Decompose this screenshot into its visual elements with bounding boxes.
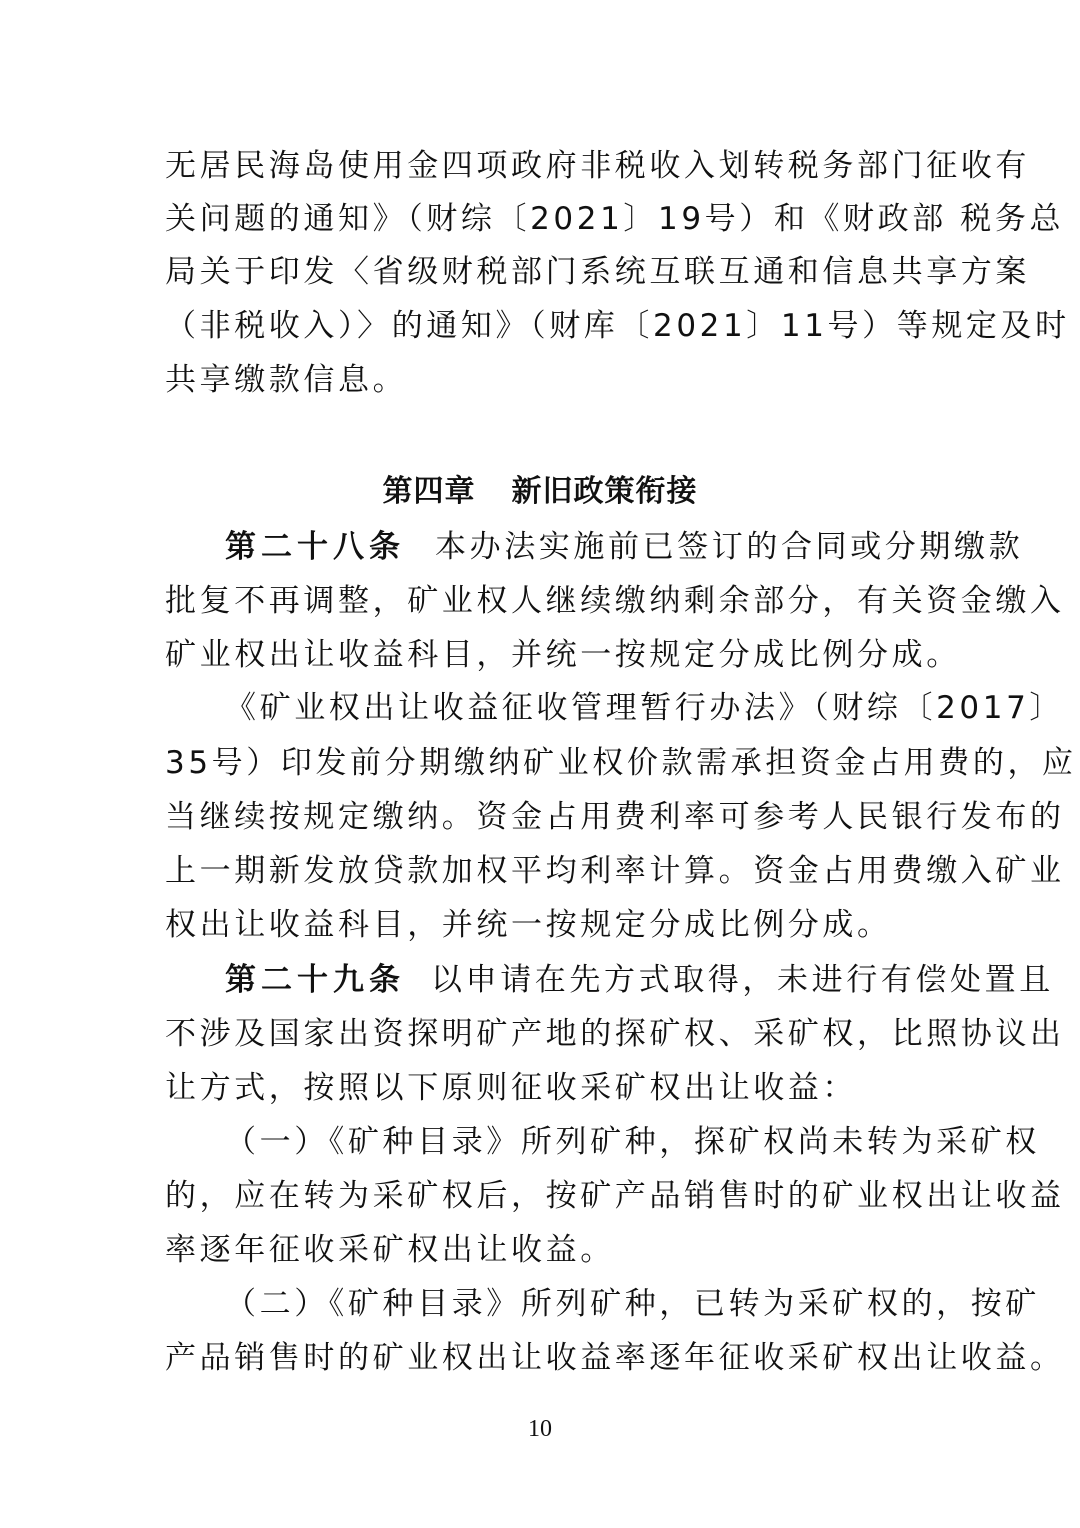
chapter-title: 新旧政策衔接 [511,474,698,509]
text-line: （二）《矿种目录》所列矿种，已转为采矿权的，按矿 [225,1286,1040,1322]
text-line: 《矿业权出让收益征收管理暂行办法》（财综〔2017〕 [225,690,1064,726]
text-line: 让方式，按照以下原则征收采矿权出让收益： [165,1070,857,1106]
text-line: 率逐年征收采矿权出让收益。 [165,1232,615,1268]
text-line: 权出让收益科目，并统一按规定分成比例分成。 [165,907,892,943]
article-28-first-line [225,527,1024,567]
article-text: 以申请在先方式取得，未进行有偿处置且 [431,962,1054,998]
article-text: 本办法实施前已签订的合同或分期缴款 [435,529,1024,565]
text-line: 共享缴款信息。 [165,362,408,398]
text-line: 局关于印发〈省级财税部门系统互联互通和信息共享方案 [165,254,1030,290]
text-line: 35号）印发前分期缴纳矿业权价款需承担资金占用费的，应 [165,745,1077,781]
text-line: 批复不再调整，矿业权人继续缴纳剩余部分，有关资金缴入 [165,583,1065,619]
chapter-number: 第四章 [382,474,476,509]
text-line: 上一期新发放贷款加权平均利率计算。资金占用费缴入矿业 [165,853,1065,889]
chapter-heading [0,472,1080,512]
text-line: （非税收入）〉的通知》（财库〔2021〕11号）等规定及时 [165,308,1070,344]
article-29-first-line [225,960,1054,1000]
text-line: 产品销售时的矿业权出让收益率逐年征收采矿权出让收益。 [165,1340,1065,1376]
text-line: 矿业权出让收益科目，并统一按规定分成比例分成。 [165,637,961,673]
page-number: 10 [528,1416,552,1442]
article-heading: 第二十八条 [225,529,405,565]
text-line: 关问题的通知》（财综〔2021〕19号）和《财政部 税务总 [165,201,1065,237]
text-line: 当继续按规定缴纳。资金占用费利率可参考人民银行发布的 [165,799,1065,835]
text-line: 的，应在转为采矿权后，按矿产品销售时的矿业权出让收益 [165,1178,1065,1214]
text-line: 无居民海岛使用金四项政府非税收入划转税务部门征收有 [165,148,1030,184]
article-heading: 第二十九条 [225,962,405,998]
text-line: 不涉及国家出资探明矿产地的探矿权、采矿权，比照协议出 [165,1016,1065,1052]
text-line: （一）《矿种目录》所列矿种，探矿权尚未转为采矿权 [225,1124,1040,1160]
